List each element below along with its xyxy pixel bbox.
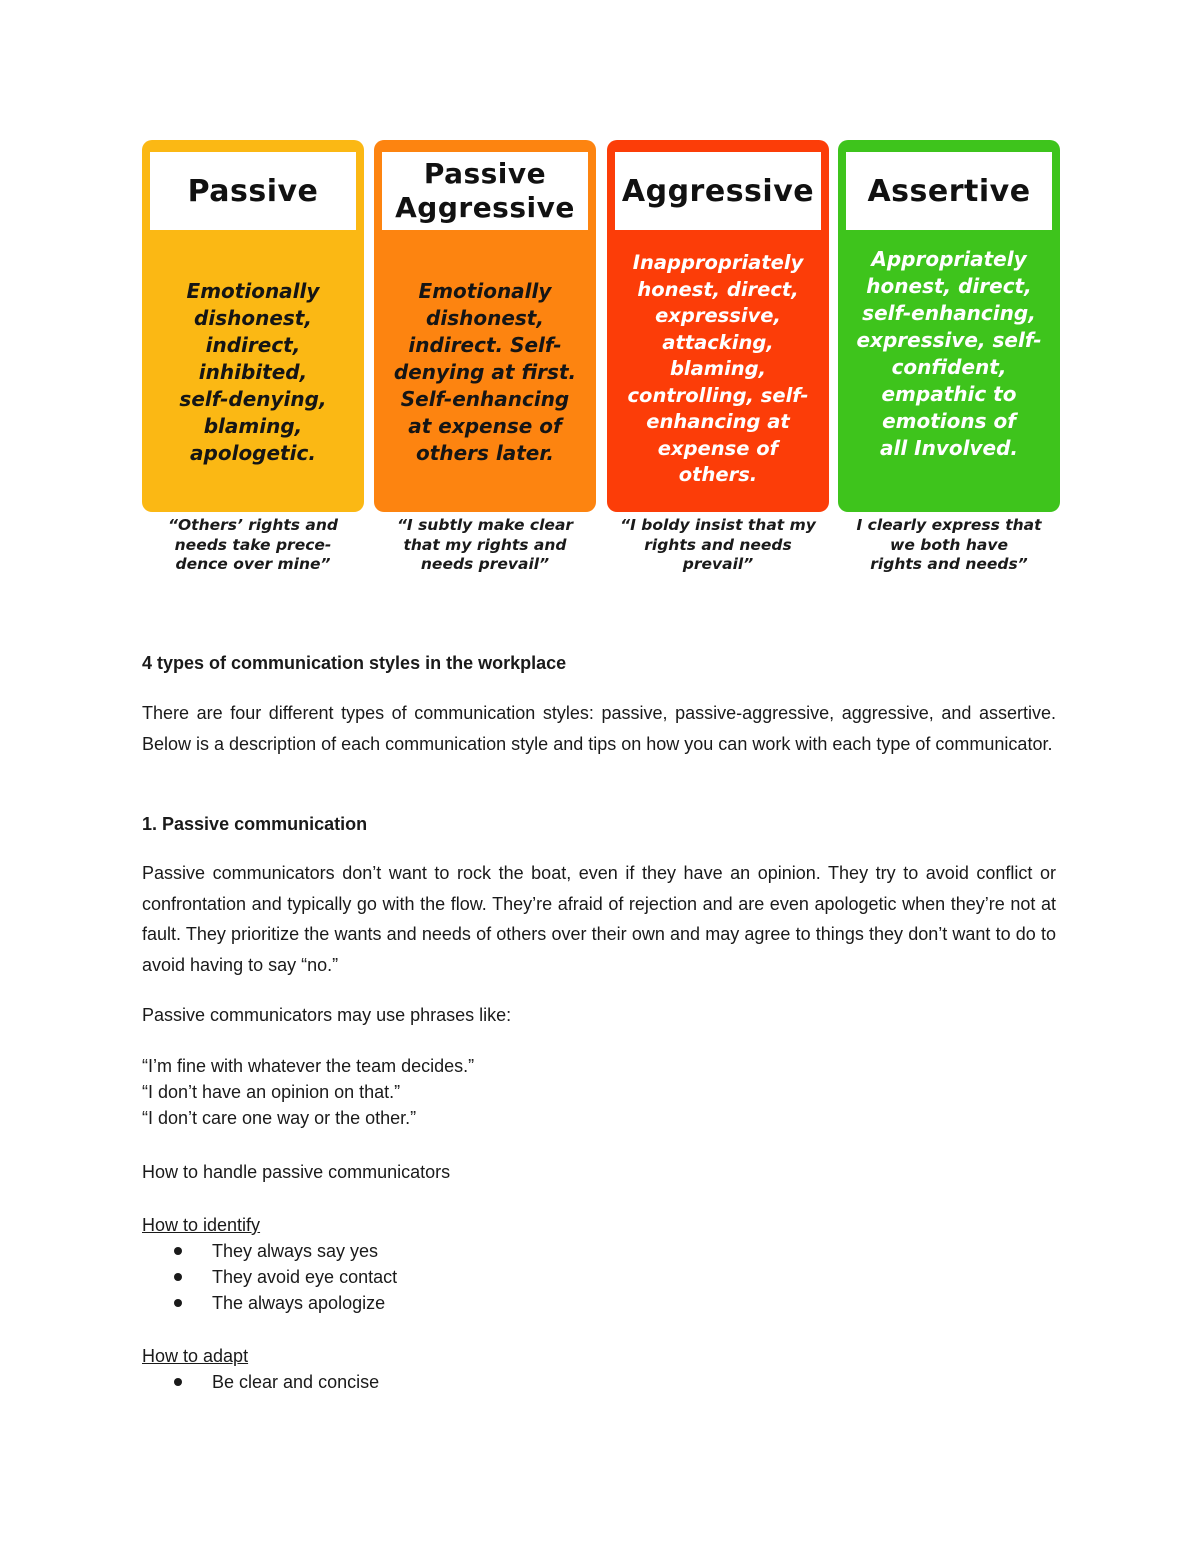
communication-styles-infographic xyxy=(142,140,1060,580)
bullet-icon xyxy=(174,1299,182,1307)
card-title: Assertive xyxy=(846,152,1052,230)
article-heading: 4 types of communication styles in the workplace xyxy=(142,653,567,673)
list-item-text: Be clear and concise xyxy=(212,1372,380,1392)
phrase-item: “I don’t care one way or the other.” xyxy=(142,1108,417,1128)
card-quote: “Others’ rights and needs take prece- dence over mine” xyxy=(168,516,338,573)
bullet-icon xyxy=(174,1247,182,1255)
card-description: Emotionally dishonest, indirect, inhibited, self-denying, blaming, apologetic. xyxy=(179,278,327,465)
card-title: Passive Aggressive xyxy=(382,152,588,230)
phrases-intro: Passive communicators may use phrases like: xyxy=(142,1005,512,1025)
adapt-list xyxy=(142,1369,1056,1395)
list-item-text: They always say yes xyxy=(212,1241,379,1261)
intro-paragraph: There are four different types of communication styles: passive, passive-aggressive, aggressive, and assertive. Below is a description of each communication style and tips on how you can work with each type of communicator. xyxy=(142,703,1056,754)
card-description: Emotionally dishonest, indirect. Self- denying at first. Self-enhancing at expense of others later. xyxy=(393,278,577,465)
list-item-text: They avoid eye contact xyxy=(212,1267,398,1287)
handle-heading: How to handle passive communicators xyxy=(142,1162,451,1182)
card-assertive xyxy=(838,140,1060,512)
bullet-icon xyxy=(174,1273,182,1281)
card-quote: “I subtly make clear that my rights and needs prevail” xyxy=(396,516,574,573)
card-description: Inappropriately honest, direct, expressive, attacking, blaming, controlling, self- enhancing at expense of others. xyxy=(627,251,809,486)
phrase-item: “I’m fine with whatever the team decides.” xyxy=(142,1056,475,1076)
card-title: Aggressive xyxy=(615,152,821,230)
list-item xyxy=(142,1369,1056,1395)
list-item xyxy=(142,1264,1056,1290)
phrase-item: “I don’t have an opinion on that.” xyxy=(142,1082,401,1102)
identify-heading: How to identify xyxy=(142,1215,261,1235)
phrases-list xyxy=(142,1053,1056,1131)
adapt-heading: How to adapt xyxy=(142,1346,249,1366)
list-item-text: The always apologize xyxy=(212,1293,386,1313)
section-heading: 1. Passive communication xyxy=(142,814,368,834)
list-item xyxy=(142,1238,1056,1264)
bullet-icon xyxy=(174,1378,182,1386)
card-aggressive xyxy=(607,140,829,512)
card-passive xyxy=(142,140,364,512)
section-paragraph: Passive communicators don’t want to rock the boat, even if they have an opinion. They try to avoid conflict or confrontation and typically go with the flow. They’re afraid of rejection and are even apologetic when they’re not at fault. They prioritize the wants and needs of others over their own and may agree to things they don’t want to do to avoid having to say “no.” xyxy=(142,863,1056,975)
list-item xyxy=(142,1290,1056,1316)
card-description: Appropriately honest, direct, self-enhancing, expressive, self- confident, empathic to emotions of all Involved. xyxy=(856,247,1042,460)
card-title: Passive xyxy=(150,152,356,230)
card-quote: “I boldy insist that my rights and needs prevail” xyxy=(620,516,816,573)
card-quote: I clearly express that we both have rights and needs” xyxy=(856,516,1042,573)
card-passive-aggressive xyxy=(374,140,596,512)
identify-list xyxy=(142,1238,1056,1316)
